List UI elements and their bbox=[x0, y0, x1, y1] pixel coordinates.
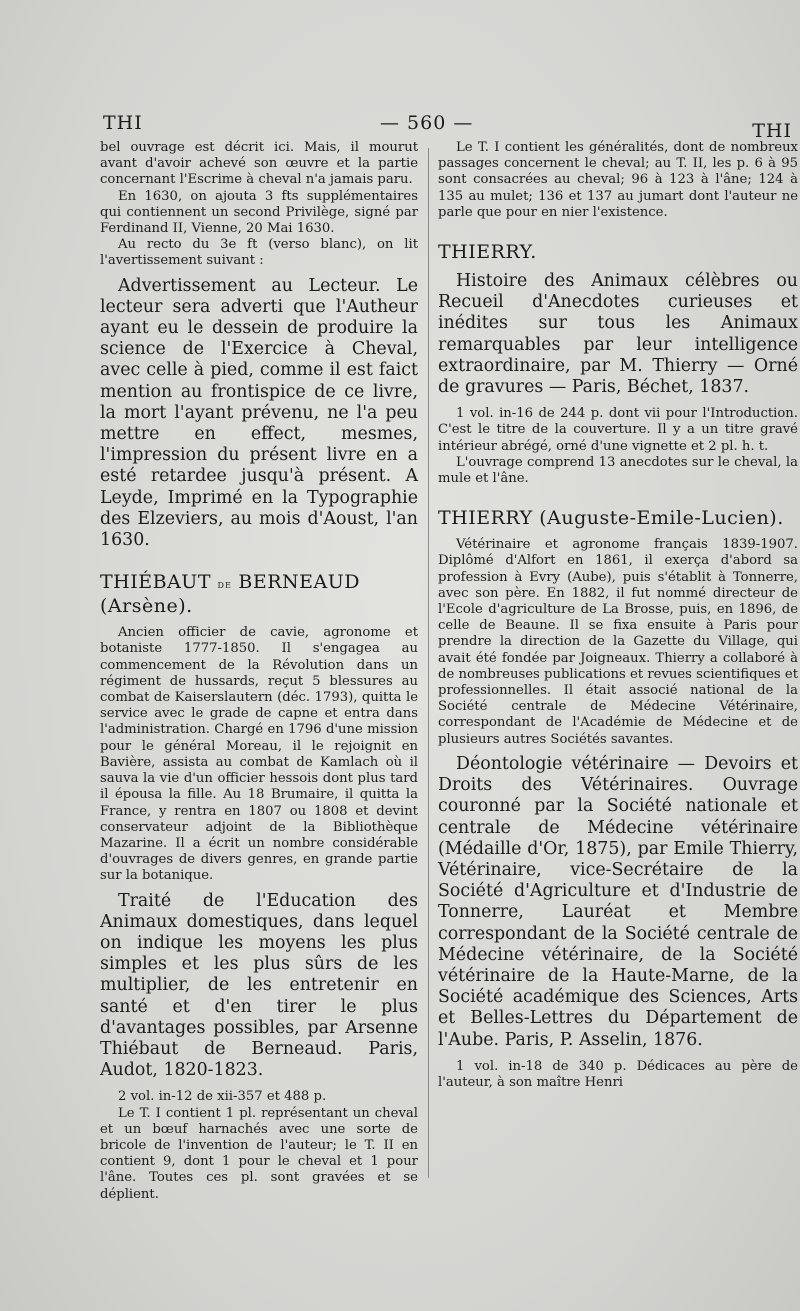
running-head-right: THI bbox=[752, 120, 792, 142]
collation: 1 vol. in-18 de 340 p. Dédicaces au père de l'auteur, à son maître Henri bbox=[438, 1058, 798, 1090]
work-title: Déontologie vétérinaire — Devoirs et Droits des Vétérinaires. Ouvrage couronné par la Société nationale et centrale de Médecine vétérinaire (Médaille d'Or, 1875), par Emile Thierry, Vétérinaire, vice-Secrétaire de la Société d'Agriculture et d'Industrie de Tonnerre, Lauréat et Membre correspondant de la Société centrale de Médecine vétérinaire, de la Société vétérinaire de la Haute-Marne, de la Société académique des Sciences, Arts et Belles-Lettres du Département de l'Aube. Paris, P. Asselin, 1876. bbox=[438, 753, 798, 1050]
entry-heading-name: THIÉBAUT bbox=[100, 571, 211, 594]
paragraph: Au recto du 3e ft (verso blanc), on lit l'avertissement suivant : bbox=[100, 237, 418, 269]
column-divider bbox=[428, 148, 429, 1178]
collation: 1 vol. in-16 de 244 p. dont vii pour l'Introduction. C'est le titre de la couverture. Il y a un titre gravé intérieur abrégé, orné d'une vignette et 2 pl. h. t. bbox=[438, 406, 798, 454]
entry-heading: THIERRY (Auguste-Emile-Lucien). bbox=[438, 507, 784, 530]
collation: 2 vol. in-12 de xii-357 et 488 p. bbox=[118, 1089, 327, 1105]
paragraph: L'ouvrage comprend 13 anecdotes sur le cheval, la mule et l'âne. bbox=[438, 454, 798, 487]
paragraph: bel ouvrage est décrit ici. Mais, il mourut avant d'avoir achevé son œuvre et la partie concernant l'Escrime à cheval n'a jamais paru. bbox=[100, 140, 418, 188]
running-head-left: THI bbox=[103, 112, 143, 134]
page-number: — 560 — bbox=[380, 112, 474, 134]
entry-heading-rest: BERNEAUD (Arsène). bbox=[100, 571, 360, 618]
paragraph: En 1630, on ajouta 3 fts supplémentaires qui contiennent un second Privilège, signé par Ferdinand II, Vienne, 20 Mai 1630. bbox=[100, 188, 418, 237]
entry-heading: THIERRY. bbox=[438, 241, 537, 264]
biography: Ancien officier de cavie, agronome et botaniste 1777-1850. Il s'engagea au commencement de la Révolution dans un régiment de hussards, reçut 5 blessures au combat de Kaiserslautern (déc. 1793), quitta le service avec le grade de capne et entra dans l'administration. Chargé en 1796 d'une mission pour le général Moreau, il le rejoignit en Bavière, assista au combat de Kamlach où il sauva la vie d'un officier hessois dont plus tard il épousa la fille. Au 18 Brumaire, il quitta la France, y rentra en 1807 ou 1808 et devint conservateur adjoint de la Bibliothèque Mazarine. Il a écrit un nombre considérable d'ouvrages de divers genres, en grande partie sur la botanique. bbox=[100, 625, 418, 884]
paragraph: Le T. I contient 1 pl. représentant un cheval et un bœuf harnachés avec une sorte de bricole de l'invention de l'auteur; le T. II en contient 9, dont 1 pour le cheval et 1 pour l'âne. Toutes ces pl. sont gravées et se déplient. bbox=[100, 1105, 418, 1202]
paragraph: Le T. I contient les généralités, dont de nombreux passages concernent le cheval; au T. II, les p. 6 à 95 sont consacrées au cheval; 96 à 123 à l'âne; 124 à 135 au mulet; 136 et 137 au jumart dont l'auteur ne parle que pour en nier l'existence. bbox=[438, 140, 798, 220]
quoted-notice: Advertissement au Lecteur. Le lecteur sera adverti que l'Autheur ayant eu le dessein de produire la science de l'Exercice à Cheval, avec celle à pied, comme il est faict mention au frontispice de ce livre, la mort l'ayant prévenu, ne l'a peu mettre en effect, mesmes, l'impression du présent livre en a esté retardee jusqu'à présent. A Leyde, Imprimé en la Typographie des Elzeviers, au mois d'Aoust, l'an 1630. bbox=[100, 275, 418, 551]
entry-heading bbox=[100, 571, 418, 617]
biography: Vétérinaire et agronome français 1839-1907. Diplômé d'Alfort en 1861, il exerça d'abord sa profession à Evry (Aube), puis s'établit à Tonnerre, avec son père. En 1882, il fut nommé directeur de l'Ecole d'agriculture de La Brosse, puis, en 1896, de celle de Beaune. Il se fixa ensuite à Paris pour prendre la direction de la Gazette du Village, qui avait été fondée par Joigneaux. Thierry a collaboré à de nombreuses publications et revues scientifiques et professionnelles. Il était associé national de la Société centrale de Médecine Vétérinaire, correspondant de l'Académie de Médecine et de plusieurs autres Sociétés savantes. bbox=[438, 537, 798, 747]
left-column bbox=[100, 140, 418, 1203]
work-title: Histoire des Animaux célèbres ou Recueil d'Anecdotes curieuses et inédites sur tous les Animaux remarquables par leur intelligence extraordinaire, par M. Thierry — Orné de gravures — Paris, Béchet, 1837. bbox=[438, 271, 798, 398]
entry-heading-particle: de bbox=[217, 577, 232, 592]
right-column bbox=[438, 140, 798, 1091]
work-title: Traité de l'Education des Animaux domestiques, dans lequel on indique les moyens les plus simples et les plus sûrs de les multiplier, de les entretenir en santé et d'en tirer le plus d'avantages possibles, par Arsenne Thiébaut de Berneaud. Paris, Audot, 1820-1823. bbox=[100, 890, 418, 1081]
